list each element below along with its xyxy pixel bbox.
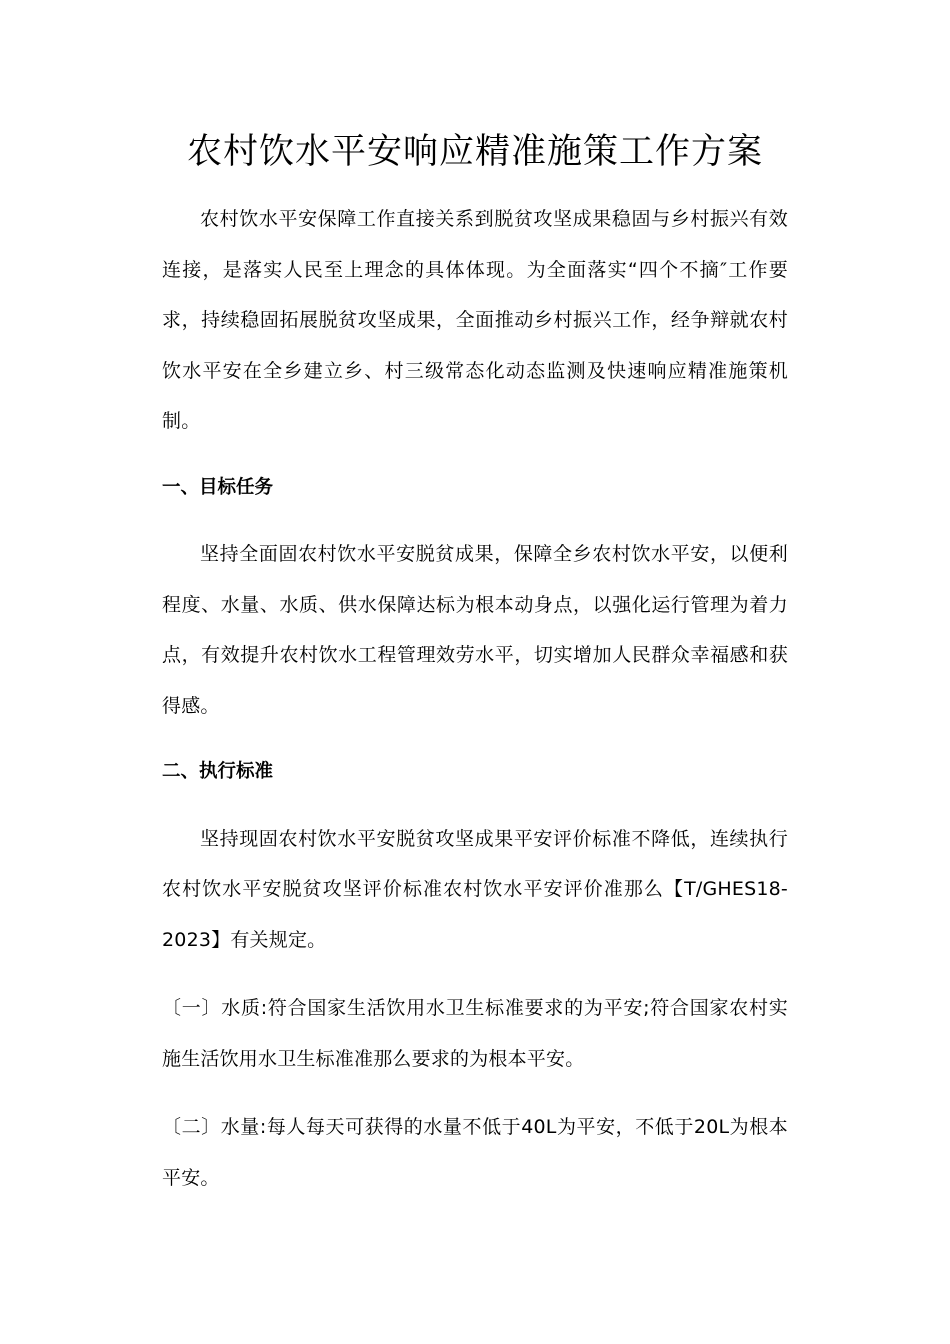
section-heading-goals: 一、目标任务 — [162, 476, 274, 498]
section-heading-standards: 二、执行标准 — [162, 761, 274, 782]
goals-paragraph: 坚持全面固农村饮水平安脱贫成果，保障全乡农村饮水平安，以便利程度、水量、水质、供水保障达标为根本动身点，以强化运行管理为着力点，有效提升农村饮水工程管理效劳水平，切实增加人民群众幸福感和获得感。 — [162, 543, 788, 717]
document-title: 农村饮水平安响应精准施策工作方案 — [186, 132, 763, 172]
water-quantity-item: 〔二〕水量:每人每天可获得的水量不低于40L为平安，不低于20L为根本平安。 — [162, 1116, 788, 1189]
standards-paragraph: 坚持现固农村饮水平安脱贫攻坚成果平安评价标准不降低，连续执行农村饮水平安脱贫攻坚评价标准农村饮水平安评价准那么【T/GHES18-2023】有关规定。 — [162, 827, 788, 951]
intro-paragraph: 农村饮水平安保障工作直接关系到脱贫攻坚成果稳固与乡村振兴有效连接，是落实人民至上理念的具体体现。为全面落实“四个不摘″工作要求，持续稳固拓展脱贫攻坚成果，全面推动乡村振兴工作，经争辩就农村饮水平安在全乡建立乡、村三级常态化动态监测及快速响应精准施策机制。 — [162, 208, 788, 432]
document-body — [162, 194, 788, 1203]
water-quality-item: 〔一〕水质:符合国家生活饮用水卫生标准要求的为平安;符合国家农村实施生活饮用水卫生标准准那么要求的为根本平安。 — [162, 997, 788, 1070]
